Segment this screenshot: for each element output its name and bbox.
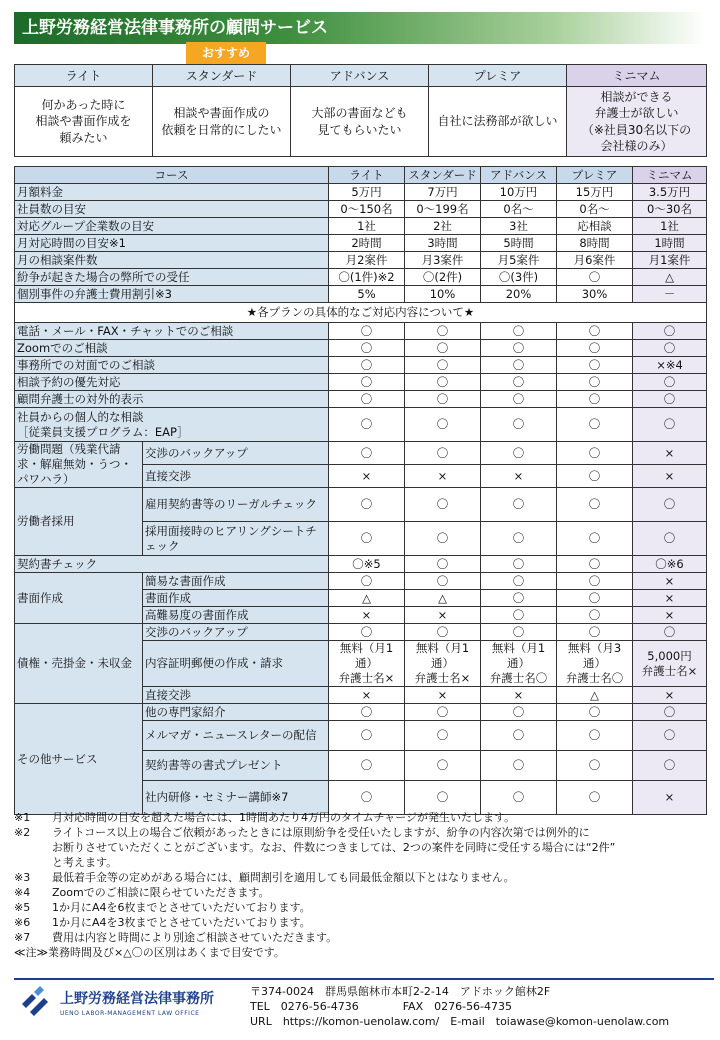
- service-value: 〇: [633, 391, 707, 408]
- labor_issue-value: 〇: [557, 465, 633, 488]
- sub-row-label: 交渉のバックアップ: [143, 624, 329, 641]
- basic-value: 5時間: [481, 235, 557, 252]
- documents-value: 〇: [481, 573, 557, 590]
- row-label: 月額料金: [15, 184, 329, 201]
- sub-row-label: 内容証明郵便の作成・請求: [143, 641, 329, 687]
- row-label: 顧問弁護士の対外的表示: [15, 391, 329, 408]
- contract-value: 〇※5: [329, 556, 405, 573]
- note-key: ※1: [14, 811, 31, 824]
- basic-value: 30%: [557, 286, 633, 303]
- other-value: 〇: [329, 751, 405, 781]
- basic-value: 月1案件: [633, 252, 707, 269]
- other-value: 〇: [481, 704, 557, 721]
- note-item: [14, 915, 714, 930]
- documents-value: 〇: [481, 607, 557, 624]
- service-value: 〇: [557, 323, 633, 340]
- row-label: 事務所での対面でのご相談: [15, 357, 329, 374]
- firm-logo: [18, 984, 218, 1024]
- table-row: [15, 252, 707, 269]
- other-value: 〇: [405, 721, 481, 751]
- plan-header-standard: スタンダード: [153, 65, 291, 87]
- service-value: 〇: [329, 391, 405, 408]
- hiring-value: 〇: [481, 522, 557, 556]
- note-text: ライトコース以上の場合ご依頼があったときには原則紛争を受任いたしますが、紛争の内容次第では例外的に: [52, 826, 590, 839]
- debt-value: 〇: [329, 624, 405, 641]
- basic-value: －: [633, 286, 707, 303]
- hiring-value: 〇: [633, 488, 707, 522]
- basic-value: 2社: [405, 218, 481, 235]
- table-row: [15, 442, 707, 465]
- other-value: 〇: [405, 751, 481, 781]
- plan-summary-table: [14, 64, 707, 157]
- row-label: 対応グループ企業数の目安: [15, 218, 329, 235]
- banner-row: [15, 303, 707, 323]
- recommended-badge: おすすめ: [186, 42, 266, 64]
- hiring-value: 〇: [633, 522, 707, 556]
- other-value: 〇: [329, 704, 405, 721]
- note-text: Zoomでのご相談に限らせていただきます。: [52, 886, 270, 899]
- page-title: 上野労務経営法律事務所の顧問サービス: [14, 12, 706, 44]
- service-value: 〇: [405, 374, 481, 391]
- note-key: ※5: [14, 901, 31, 914]
- sub-row-label: 他の専門家紹介: [143, 704, 329, 721]
- table-row: [15, 556, 707, 573]
- documents-value: 〇: [329, 573, 405, 590]
- note-key: ※6: [14, 916, 31, 929]
- sub-row-label: 交渉のバックアップ: [143, 442, 329, 465]
- service-value: 〇: [481, 357, 557, 374]
- basic-value: 〇(1件)※2: [329, 269, 405, 286]
- table-row: [15, 573, 707, 590]
- labor_issue-value: ×: [633, 465, 707, 488]
- footer-divider: [14, 978, 714, 980]
- basic-value: 1社: [633, 218, 707, 235]
- basic-value: 3時間: [405, 235, 481, 252]
- hiring-value: 〇: [557, 488, 633, 522]
- debt-value: 無料（月1通） 弁護士名×: [329, 641, 405, 687]
- plan-header-light: ライト: [15, 65, 153, 87]
- contact-info: [250, 984, 720, 1029]
- plan-desc-premier: 自社に法務部が欲しい: [429, 87, 567, 157]
- basic-value: 月6案件: [557, 252, 633, 269]
- basic-value: 月2案件: [329, 252, 405, 269]
- note-key: ※2: [14, 826, 31, 839]
- table-row: [15, 323, 707, 340]
- phone-fax: TEL 0276-56-4736 FAX 0276-56-4735: [250, 1000, 513, 1013]
- debt-value: △: [557, 687, 633, 704]
- service-value: 〇: [329, 340, 405, 357]
- table-row: [15, 235, 707, 252]
- basic-value: 5%: [329, 286, 405, 303]
- note-key: ※4: [14, 886, 31, 899]
- table-row: [15, 218, 707, 235]
- plan-desc-advance: 大部の書面なども 見てもらいたい: [291, 87, 429, 157]
- table-row: [15, 374, 707, 391]
- basic-value: 0～30名: [633, 201, 707, 218]
- row-label: 月の相談案件数: [15, 252, 329, 269]
- basic-value: 月5案件: [481, 252, 557, 269]
- other-value: 〇: [481, 781, 557, 815]
- labor_issue-value: ×: [405, 465, 481, 488]
- service-value: 〇: [329, 323, 405, 340]
- table-row: [15, 624, 707, 641]
- basic-value: 月3案件: [405, 252, 481, 269]
- other-value: 〇: [329, 781, 405, 815]
- table-row: [15, 488, 707, 522]
- note-caution: ≪注≫業務時間及び×△〇の区別はあくまで目安です。: [14, 946, 285, 959]
- sub-row-label: メルマガ・ニュースレターの配信: [143, 721, 329, 751]
- plan-desc-standard: 相談や書面作成の 依頼を日常的にしたい: [153, 87, 291, 157]
- documents-value: 〇: [557, 573, 633, 590]
- service-value: 〇: [633, 408, 707, 442]
- note-item: [14, 900, 714, 915]
- service-value: 〇: [557, 357, 633, 374]
- basic-value: 〇(3件): [481, 269, 557, 286]
- table-header-row: [15, 167, 707, 184]
- plan-desc-light: 何かあった時に 相談や書面作成を 頼みたい: [15, 87, 153, 157]
- hiring-value: 〇: [405, 488, 481, 522]
- service-value: 〇: [633, 374, 707, 391]
- debt-value: 〇: [557, 624, 633, 641]
- plan-column-header: プレミア: [557, 167, 633, 184]
- service-value: 〇: [329, 374, 405, 391]
- hiring-value: 〇: [405, 522, 481, 556]
- other-value: 〇: [557, 721, 633, 751]
- service-value: 〇: [405, 408, 481, 442]
- documents-value: 〇: [557, 607, 633, 624]
- contract-value: 〇※6: [633, 556, 707, 573]
- table-row: [15, 269, 707, 286]
- group-label: その他サービス: [15, 704, 143, 815]
- group-label: 債権・売掛金・未収金: [15, 624, 143, 704]
- service-value: 〇: [481, 340, 557, 357]
- table-row: [15, 704, 707, 721]
- row-label: 紛争が起きた場合の弊所での受任: [15, 269, 329, 286]
- row-label: 契約書チェック: [15, 556, 329, 573]
- basic-value: 10%: [405, 286, 481, 303]
- hiring-value: 〇: [557, 522, 633, 556]
- labor_issue-value: 〇: [557, 442, 633, 465]
- other-value: 〇: [633, 721, 707, 751]
- note-text: 1か月にA4を6枚までとさせていただいております。: [52, 901, 311, 914]
- table-row: [15, 340, 707, 357]
- basic-value: 1時間: [633, 235, 707, 252]
- service-value: 〇: [481, 408, 557, 442]
- debt-value: ×: [405, 687, 481, 704]
- debt-value: ×: [481, 687, 557, 704]
- note-item: [14, 810, 714, 825]
- debt-value: 〇: [481, 624, 557, 641]
- labor_issue-value: ×: [633, 442, 707, 465]
- other-value: 〇: [405, 704, 481, 721]
- service-value: 〇: [481, 374, 557, 391]
- documents-value: △: [329, 590, 405, 607]
- row-label: 社員からの個人的な相談 ［従業員支援プログラム：EAP］: [15, 408, 329, 442]
- table-row: [15, 391, 707, 408]
- sub-row-label: 直接交渉: [143, 465, 329, 488]
- basic-value: 3.5万円: [633, 184, 707, 201]
- basic-value: 〇: [557, 269, 633, 286]
- documents-value: 〇: [405, 573, 481, 590]
- basic-value: 0～150名: [329, 201, 405, 218]
- sub-row-label: 書面作成: [143, 590, 329, 607]
- course-header: コース: [15, 167, 329, 184]
- plan-header-advance: アドバンス: [291, 65, 429, 87]
- basic-value: 0名～: [481, 201, 557, 218]
- service-value: ×※4: [633, 357, 707, 374]
- note-text: 最低着手金等の定めがある場合には、顧問割引を適用しても同最低金額以下とはなりません。: [52, 871, 515, 884]
- service-value: 〇: [481, 323, 557, 340]
- logo-mark-icon: [18, 986, 52, 1020]
- service-value: 〇: [329, 357, 405, 374]
- note-key: ※7: [14, 931, 31, 944]
- other-value: 〇: [633, 704, 707, 721]
- row-label: 相談予約の優先対応: [15, 374, 329, 391]
- row-label: 個別事件の弁護士費用割引※3: [15, 286, 329, 303]
- service-value: 〇: [405, 323, 481, 340]
- service-comparison-table: [14, 166, 707, 815]
- note-text: 費用は内容と時間により別途ご相談させていただきます。: [52, 931, 338, 944]
- debt-value: ×: [329, 687, 405, 704]
- firm-name: 上野労務経営法律事務所: [60, 991, 214, 1007]
- contract-value: 〇: [405, 556, 481, 573]
- sub-row-label: 簡易な書面作成: [143, 573, 329, 590]
- documents-value: ×: [633, 590, 707, 607]
- plan-header-minimum: ミニマム: [567, 65, 707, 87]
- basic-value: 8時間: [557, 235, 633, 252]
- note-key: ※3: [14, 871, 31, 884]
- documents-value: ×: [633, 573, 707, 590]
- basic-value: 1社: [329, 218, 405, 235]
- documents-value: ×: [329, 607, 405, 624]
- section-banner: ★各プランの具体的なご対応内容について★: [15, 303, 707, 323]
- service-value: 〇: [633, 323, 707, 340]
- basic-value: 5万円: [329, 184, 405, 201]
- documents-value: 〇: [557, 590, 633, 607]
- sub-row-label: 高難易度の書面作成: [143, 607, 329, 624]
- service-value: 〇: [557, 391, 633, 408]
- address: 〒374-0024 群馬県館林市本町2-2-14 アドホック館林2F: [250, 985, 551, 998]
- debt-value: 〇: [405, 624, 481, 641]
- basic-value: 応相談: [557, 218, 633, 235]
- documents-value: 〇: [481, 590, 557, 607]
- labor_issue-value: 〇: [405, 442, 481, 465]
- other-value: 〇: [329, 721, 405, 751]
- other-value: 〇: [405, 781, 481, 815]
- plan-desc-minimum: 相談ができる 弁護士が欲しい （※社員30名以下の 会社様のみ）: [567, 87, 707, 157]
- basic-value: 2時間: [329, 235, 405, 252]
- sub-row-label: 社内研修・セミナー講師※7: [143, 781, 329, 815]
- table-row: [15, 184, 707, 201]
- other-value: 〇: [633, 751, 707, 781]
- debt-value: 5,000円 弁護士名×: [633, 641, 707, 687]
- debt-value: 無料（月1通） 弁護士名〇: [481, 641, 557, 687]
- sub-row-label: 契約書等の書式プレゼント: [143, 751, 329, 781]
- service-value: 〇: [329, 408, 405, 442]
- plan-column-header: ミニマム: [633, 167, 707, 184]
- basic-value: 0名～: [557, 201, 633, 218]
- note-item: [14, 885, 714, 900]
- plan-column-header: ライト: [329, 167, 405, 184]
- other-value: 〇: [557, 704, 633, 721]
- labor_issue-value: 〇: [481, 442, 557, 465]
- group-label: 労働問題（残業代請求・解雇無効・うつ・パワハラ）: [15, 442, 143, 488]
- other-value: 〇: [557, 751, 633, 781]
- contract-value: 〇: [557, 556, 633, 573]
- documents-value: ×: [633, 607, 707, 624]
- debt-value: ×: [633, 687, 707, 704]
- other-value: 〇: [557, 781, 633, 815]
- note-item: [14, 870, 714, 885]
- service-value: 〇: [405, 391, 481, 408]
- other-value: 〇: [481, 721, 557, 751]
- note-continuation: お断りさせていただくことがございます。なお、件数につきましては、2つの案件を同時に受任する場合には“2件”: [52, 841, 616, 854]
- documents-value: ×: [405, 607, 481, 624]
- basic-value: 3社: [481, 218, 557, 235]
- basic-value: 〇(2件): [405, 269, 481, 286]
- row-label: 社員数の目安: [15, 201, 329, 218]
- service-value: 〇: [481, 391, 557, 408]
- hiring-value: 〇: [329, 522, 405, 556]
- sub-row-label: 採用面接時のヒアリングシートチェック: [143, 522, 329, 556]
- basic-value: 20%: [481, 286, 557, 303]
- hiring-value: 〇: [329, 488, 405, 522]
- plan-column-header: スタンダード: [405, 167, 481, 184]
- footnotes: [14, 810, 714, 960]
- row-label: Zoomでのご相談: [15, 340, 329, 357]
- service-value: 〇: [405, 357, 481, 374]
- contract-value: 〇: [481, 556, 557, 573]
- service-value: 〇: [557, 340, 633, 357]
- note-text: 1か月にA4を3枚までとさせていただいております。: [52, 916, 311, 929]
- note-item: [14, 825, 714, 840]
- note-continuation: と考えます。: [52, 856, 118, 869]
- hiring-value: 〇: [481, 488, 557, 522]
- basic-value: 10万円: [481, 184, 557, 201]
- basic-value: 7万円: [405, 184, 481, 201]
- basic-value: 0～199名: [405, 201, 481, 218]
- table-row: [15, 286, 707, 303]
- group-label: 労働者採用: [15, 488, 143, 556]
- labor_issue-value: ×: [329, 465, 405, 488]
- sub-row-label: 雇用契約書等のリーガルチェック: [143, 488, 329, 522]
- sub-row-label: 直接交渉: [143, 687, 329, 704]
- service-value: 〇: [557, 408, 633, 442]
- debt-value: 無料（月3通） 弁護士名〇: [557, 641, 633, 687]
- firm-name-en: UENO LABOR-MANAGEMENT LAW OFFICE: [60, 1010, 200, 1017]
- table-row: [15, 408, 707, 442]
- other-value: ×: [633, 781, 707, 815]
- note-text: 月対応時間の目安を超えた場合には、1時間あたり4万円のタイムチャージが発生いたします。: [52, 811, 516, 824]
- service-value: 〇: [405, 340, 481, 357]
- basic-value: △: [633, 269, 707, 286]
- other-value: 〇: [481, 751, 557, 781]
- table-row: [15, 201, 707, 218]
- labor_issue-value: ×: [481, 465, 557, 488]
- note-item: [14, 930, 714, 945]
- debt-value: 無料（月1通） 弁護士名×: [405, 641, 481, 687]
- service-value: 〇: [557, 374, 633, 391]
- row-label: 電話・メール・FAX・チャットでのご相談: [15, 323, 329, 340]
- group-label: 書面作成: [15, 573, 143, 624]
- service-value: 〇: [633, 340, 707, 357]
- debt-value: 〇: [633, 624, 707, 641]
- row-label: 月対応時間の目安※1: [15, 235, 329, 252]
- documents-value: △: [405, 590, 481, 607]
- basic-value: 15万円: [557, 184, 633, 201]
- plan-column-header: アドバンス: [481, 167, 557, 184]
- web-email[interactable]: URL https://komon-uenolaw.com/ E-mail toiawase@komon-uenolaw.com: [250, 1015, 670, 1028]
- labor_issue-value: 〇: [329, 442, 405, 465]
- plan-header-premier: プレミア: [429, 65, 567, 87]
- table-row: [15, 357, 707, 374]
